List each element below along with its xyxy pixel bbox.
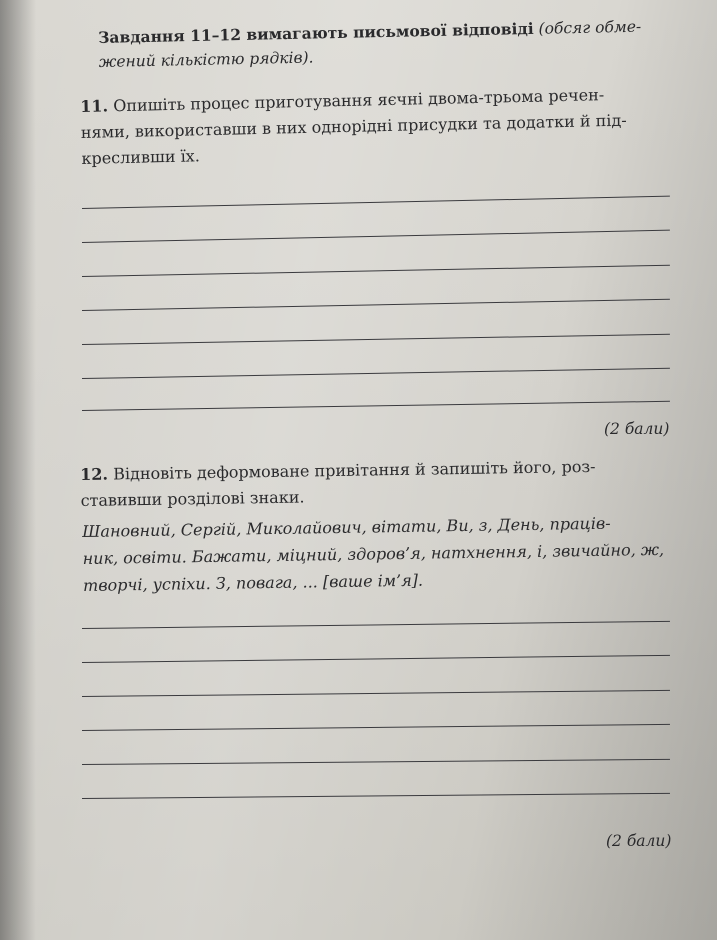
- answer-line[interactable]: [82, 401, 670, 411]
- answer-line[interactable]: [82, 724, 670, 731]
- answer-line[interactable]: [82, 368, 670, 379]
- task-11-number: 11.: [80, 96, 109, 116]
- section-header: [98, 14, 674, 74]
- answer-line[interactable]: [82, 299, 670, 311]
- task-11: [80, 81, 672, 172]
- task-12-text-line2: ник, освіти. Бажати, міцний, здоров’я, натхнення, і, звичайно, ж,: [82, 539, 665, 568]
- header-italic-start: (обсяг обме-: [538, 17, 642, 38]
- answer-line[interactable]: [82, 265, 670, 277]
- answer-line[interactable]: [82, 793, 670, 799]
- task-11-line3: кресливши їх.: [81, 146, 201, 168]
- answer-line[interactable]: [82, 196, 670, 209]
- task-12: [80, 453, 671, 514]
- header-bold-text: Завдання 11–12 вимагають письмової відповіді: [98, 18, 534, 47]
- answer-line[interactable]: [82, 621, 670, 629]
- task-11-points: (2 бали): [604, 420, 670, 438]
- answer-line[interactable]: [82, 759, 670, 765]
- task-12-line2: ставивши розділові знаки.: [80, 487, 305, 510]
- task-12-text-line3: творчі, успіхи. З, повага, ... [ваше ім’я].: [82, 570, 424, 595]
- page-shadow: [0, 0, 36, 940]
- task-11-line2: нями, використавши в них однорідні присудки та додатки й під-: [80, 110, 627, 142]
- answer-line[interactable]: [82, 230, 670, 243]
- task-12-points: (2 бали): [606, 832, 672, 850]
- task-12-number: 12.: [80, 464, 109, 484]
- header-italic-end: жений кількістю рядків).: [98, 48, 314, 71]
- answer-line[interactable]: [82, 690, 670, 697]
- answer-line[interactable]: [82, 655, 670, 663]
- task-12-deformed-text: [82, 509, 673, 599]
- task-12-line1: Відновіть деформоване привітання й запишіть його, роз-: [112, 456, 596, 484]
- answer-line[interactable]: [82, 334, 670, 345]
- task-12-text-line1: Шановний, Сергій, Миколайович, вітати, Ви, з, День, праців-: [82, 513, 611, 541]
- task-11-line1: Опишіть процес приготування яєчні двома-трьома речен-: [112, 85, 605, 116]
